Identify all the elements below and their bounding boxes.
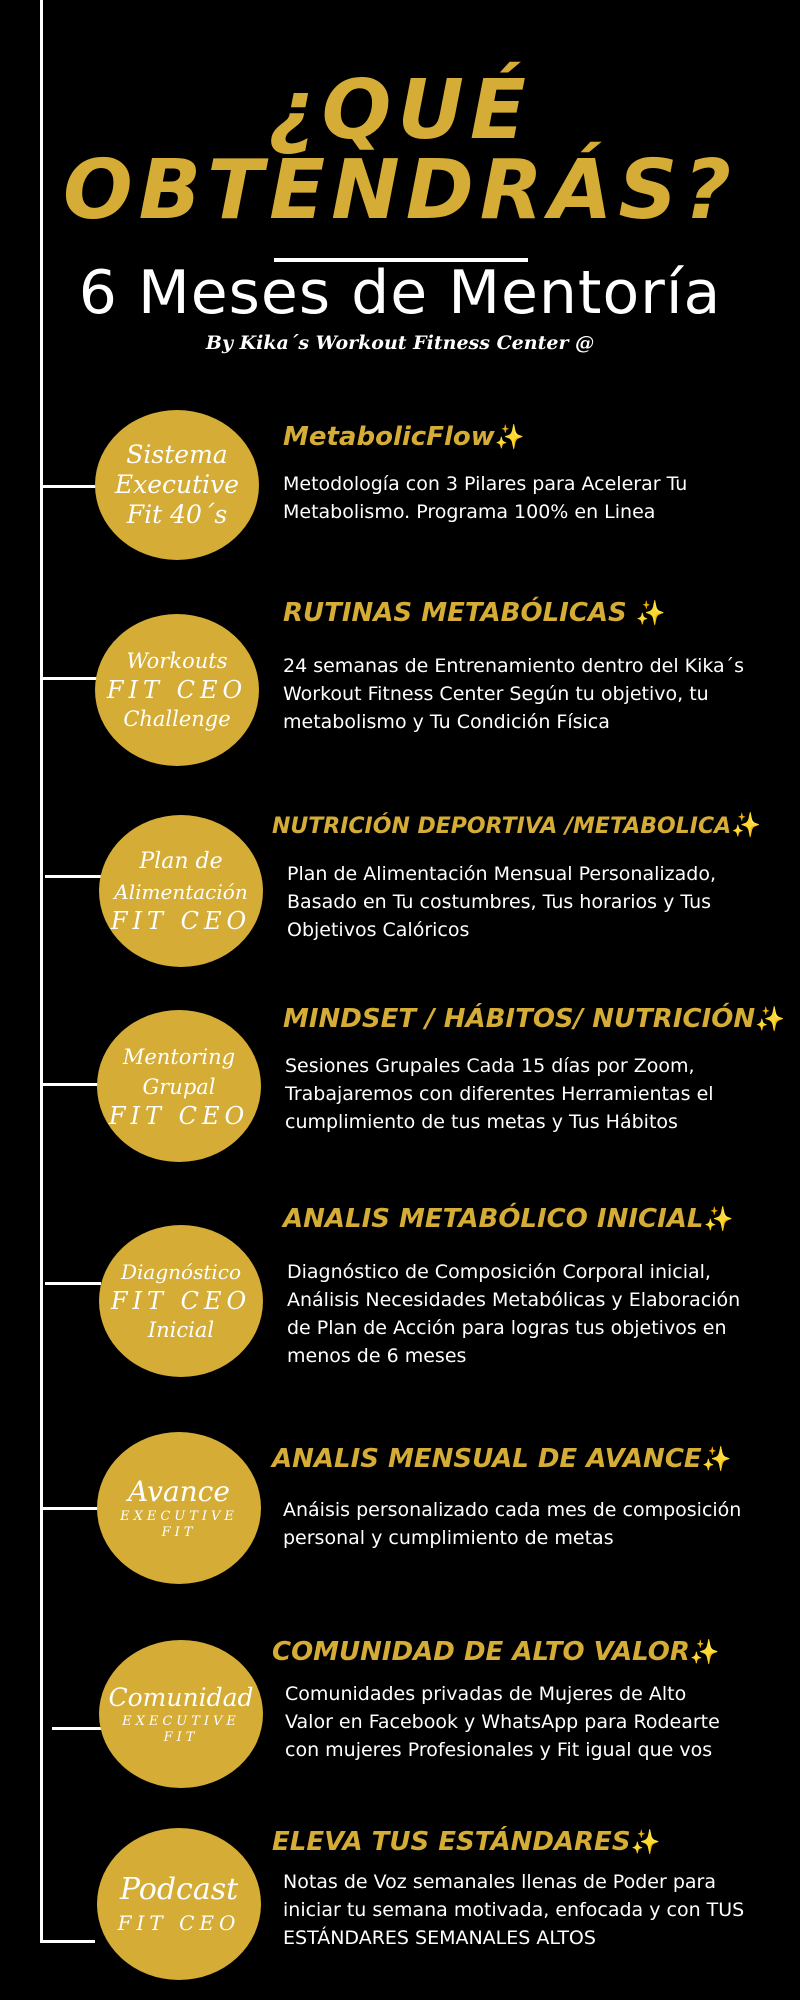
desc-line: Sesiones Grupales Cada 15 días por Zoom, bbox=[285, 1055, 695, 1077]
sparkle-icon: ✨ bbox=[689, 1638, 720, 1666]
circle-text: Podcast bbox=[119, 1872, 239, 1907]
circle-text: FIT CEO bbox=[106, 676, 248, 704]
desc-line: de Plan de Acción para logras tus objetivos en bbox=[287, 1317, 727, 1339]
desc-line: con mujeres Profesionales y Fit igual que vos bbox=[285, 1739, 713, 1761]
circle-text: Inicial bbox=[147, 1318, 215, 1342]
item-title-text: ANALIS METABÓLICO INICIAL bbox=[283, 1204, 704, 1234]
desc-line: Metabolismo. Programa 100% en Linea bbox=[283, 501, 656, 523]
circle-text: Avance bbox=[128, 1475, 230, 1508]
subtitle: 6 Meses de Mentoría bbox=[78, 258, 722, 328]
item-description bbox=[283, 470, 783, 526]
circle-text: FIT CEO bbox=[110, 1287, 252, 1315]
desc-line: menos de 6 meses bbox=[287, 1345, 467, 1367]
timeline-tick bbox=[52, 1727, 102, 1730]
sparkle-icon: ✨ bbox=[494, 423, 525, 451]
item-title bbox=[283, 1202, 733, 1236]
circle-badge-mentoring bbox=[97, 1010, 261, 1162]
desc-line: Valor en Facebook y WhatsApp para Rodearte bbox=[285, 1711, 720, 1733]
timeline-tick bbox=[40, 1507, 100, 1510]
circle-text: Executive bbox=[114, 470, 240, 499]
sparkle-icon: ✨ bbox=[703, 1205, 734, 1233]
desc-line: Notas de Voz semanales llenas de Poder para bbox=[283, 1871, 716, 1893]
circle-text: Plan de bbox=[139, 849, 223, 874]
circle-text: Alimentación bbox=[114, 880, 248, 904]
circle-text: Sistema bbox=[126, 440, 228, 469]
desc-line: Basado en Tu costumbres, Tus horarios y Tus bbox=[287, 891, 712, 913]
timeline-tick bbox=[45, 875, 101, 878]
item-title-text: MetabolicFlow bbox=[283, 422, 495, 452]
circle-badge-comunidad bbox=[99, 1640, 263, 1788]
item-title bbox=[272, 1825, 660, 1859]
desc-line: Comunidades privadas de Mujeres de Alto bbox=[285, 1683, 687, 1705]
circle-text: Mentoring bbox=[122, 1045, 236, 1069]
item-title-text: COMUNIDAD DE ALTO VALOR bbox=[272, 1637, 690, 1667]
byline: By Kika´s Workout Fitness Center @ bbox=[205, 332, 595, 354]
item-title bbox=[272, 808, 761, 844]
desc-line: Anáisis personalizado cada mes de composición bbox=[283, 1499, 742, 1521]
circle-text: Challenge bbox=[123, 707, 231, 731]
circle-badge-podcast bbox=[97, 1828, 261, 1980]
item-description bbox=[283, 1496, 783, 1552]
circle-badge-workouts bbox=[95, 614, 259, 766]
desc-line: iniciar tu semana motivada, enfocada y con TUS bbox=[283, 1899, 745, 1921]
item-title bbox=[283, 1002, 785, 1036]
desc-line: Diagnóstico de Composición Corporal inicial, bbox=[287, 1261, 711, 1283]
circle-text: FIT CEO bbox=[117, 1911, 241, 1935]
desc-line: metabolismo y Tu Condición Física bbox=[283, 711, 610, 733]
desc-line: Workout Fitness Center Según tu objetivo, tu bbox=[283, 683, 709, 705]
circle-text: Workouts bbox=[126, 649, 228, 673]
circle-text: Diagnóstico bbox=[120, 1260, 242, 1284]
circle-text: EXECUTIVE bbox=[122, 1714, 240, 1729]
circle-text: FIT CEO bbox=[110, 907, 252, 935]
timeline-tick bbox=[45, 1282, 101, 1285]
circle-badge-sistema bbox=[95, 410, 259, 560]
item-description bbox=[285, 1052, 785, 1136]
item-description bbox=[287, 1258, 787, 1370]
circle-badge-diagnostico bbox=[99, 1225, 263, 1377]
timeline-tick bbox=[40, 1083, 100, 1086]
circle-text: FIT bbox=[163, 1730, 199, 1745]
desc-line: Plan de Alimentación Mensual Personalizado, bbox=[287, 863, 716, 885]
item-title bbox=[283, 596, 666, 630]
circle-text: Fit 40´s bbox=[126, 500, 228, 529]
desc-line: Análisis Necesidades Metabólicas y Elaboración bbox=[287, 1289, 741, 1311]
circle-text: Comunidad bbox=[108, 1683, 254, 1712]
item-title-text: ANALIS MENSUAL DE AVANCE bbox=[272, 1444, 702, 1474]
circle-badge-plan bbox=[99, 815, 263, 967]
circle-text: EXECUTIVE bbox=[120, 1509, 238, 1524]
item-description bbox=[285, 1680, 785, 1764]
item-title-text: MINDSET / HÁBITOS/ NUTRICIÓN bbox=[283, 1004, 756, 1034]
desc-line: ESTÁNDARES SEMANALES ALTOS bbox=[283, 1927, 596, 1949]
timeline-tick bbox=[40, 677, 98, 680]
circle-text: FIT bbox=[161, 1525, 197, 1540]
item-title bbox=[283, 420, 525, 454]
item-description bbox=[283, 1868, 783, 1952]
item-description bbox=[283, 652, 783, 736]
sparkle-icon: ✨ bbox=[635, 599, 666, 627]
circle-badge-avance bbox=[97, 1432, 261, 1584]
item-description bbox=[287, 860, 787, 944]
desc-line: Trabajaremos con diferentes Herramientas el bbox=[285, 1083, 714, 1105]
item-title bbox=[272, 1442, 732, 1476]
title-line-1: ¿QUÉ bbox=[268, 63, 532, 158]
desc-line: Objetivos Calóricos bbox=[287, 919, 470, 941]
desc-line: 24 semanas de Entrenamiento dentro del Kika´s bbox=[283, 655, 745, 677]
desc-line: Metodología con 3 Pilares para Acelerar Tu bbox=[283, 473, 688, 495]
item-title-text: ELEVA TUS ESTÁNDARES bbox=[272, 1827, 631, 1857]
sparkle-icon: ✨ bbox=[630, 1828, 661, 1856]
timeline-foot bbox=[40, 1940, 95, 1943]
sparkle-icon: ✨ bbox=[701, 1445, 732, 1473]
item-title bbox=[272, 1635, 720, 1669]
item-title-text: NUTRICIÓN DEPORTIVA /METABOLICA bbox=[272, 814, 732, 839]
desc-line: cumplimiento de tus metas y Tus Hábitos bbox=[285, 1111, 678, 1133]
sparkle-icon: ✨ bbox=[755, 1005, 786, 1033]
sparkle-icon: ✨ bbox=[731, 811, 762, 839]
circle-text: FIT CEO bbox=[108, 1102, 250, 1130]
timeline-tick bbox=[40, 485, 98, 488]
title-line-2: OBTENDRÁS? bbox=[62, 143, 738, 238]
item-title-text: RUTINAS METABÓLICAS bbox=[283, 598, 627, 628]
desc-line: personal y cumplimiento de metas bbox=[283, 1527, 614, 1549]
circle-text: Grupal bbox=[142, 1075, 216, 1099]
